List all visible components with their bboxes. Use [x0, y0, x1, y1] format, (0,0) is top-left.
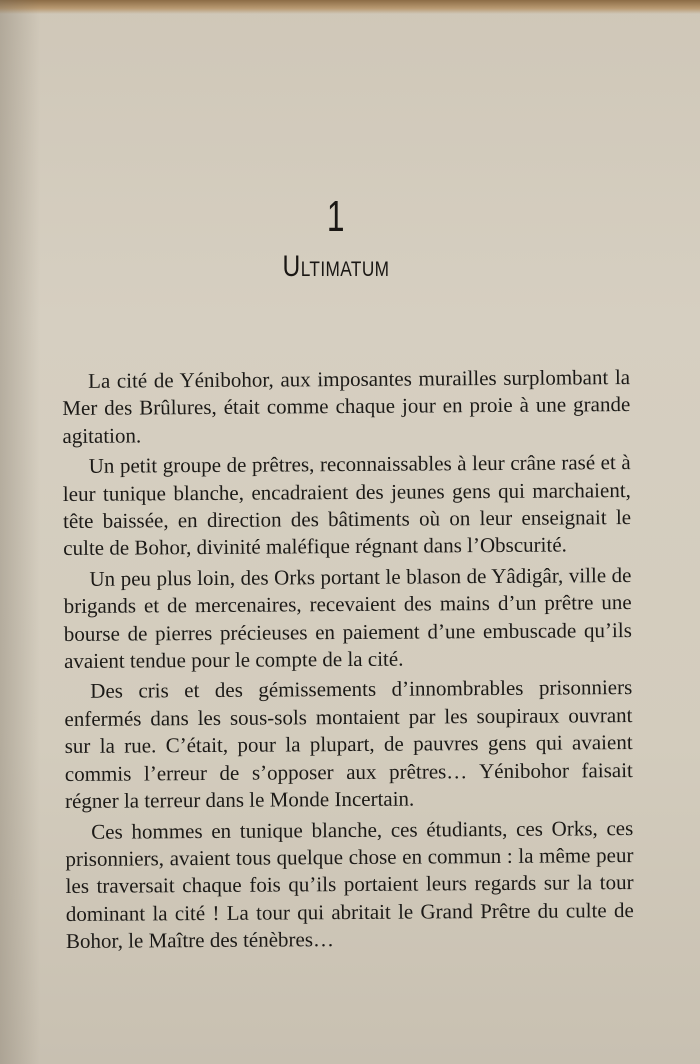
chapter-number: 1 — [326, 192, 346, 241]
paragraph: La cité de Yénibohor, aux imposantes murailles surplombant la Mer des Brûlures, était comme chaque jour en proie à une grande agitation. — [62, 365, 631, 448]
page-top-edge — [0, 0, 700, 14]
chapter-body — [62, 364, 634, 958]
paragraph: Un peu plus loin, des Orks portant le blason de Yâdigâr, ville de brigands et de mercenaires, recevaient des mains d’un prêtre une bourse de pierres précieuses en paiement d’une embuscade qu’ils avaient tendue pour le compte de la cité. — [63, 562, 632, 674]
paragraph: Des cris et des gémissements d’innombrables prisonniers enfermés dans les sous-sols montaient par les soupiraux ouvrant sur la rue. C’était, pour la plupart, de pauvres gens qui avaient commis l’erreur de s’opposer aux prêtres… Yénibohor faisait régner la terreur dans le Monde Incertain. — [64, 675, 633, 814]
paragraph: Ces hommes en tunique blanche, ces étudiants, ces Orks, ces prisonniers, avaient tous quelque chose en commun : la même peur les traversait chaque fois qu’ils portaient leurs regards sur la tour dominant la cité ! La tour qui abritait le Grand Prêtre du culte de Bohor, le Maître des ténèbres… — [65, 815, 634, 954]
page-shadow — [0, 0, 40, 1064]
chapter-title: Ultimatum — [282, 250, 390, 283]
paragraph: Un petit groupe de prêtres, reconnaissables à leur crâne rasé et à leur tunique blanche, encadraient des jeunes gens qui marchaient, tête baissée, en direction des bâtiments où on leur enseignait le culte de Bohor, divinité maléfique régnant dans l’Obscurité. — [62, 450, 632, 561]
